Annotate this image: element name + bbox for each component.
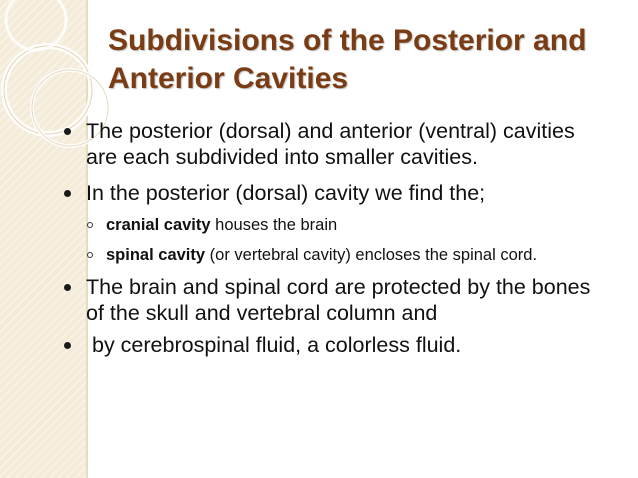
- bullet-icon: [64, 284, 71, 291]
- sub-bullet-icon: [87, 252, 93, 258]
- sub-bullet-term: spinal cavity: [106, 246, 206, 264]
- bullet-text: by cerebrospinal fluid, a colorless fluid.: [92, 333, 462, 357]
- sub-bullet-term: cranial cavity: [106, 216, 211, 234]
- bullet-item: [62, 332, 607, 358]
- bullet-item: [62, 274, 607, 326]
- sub-bullet-text: houses the brain: [210, 216, 338, 234]
- bullet-item: [62, 180, 607, 206]
- sub-bullet-icon: [87, 222, 93, 228]
- sub-bullet-text: (or vertebral cavity) encloses the spinal cord.: [205, 246, 538, 264]
- bullet-item: [62, 118, 607, 170]
- sub-bullet-item: [62, 244, 607, 266]
- bullet-text: In the posterior (dorsal) cavity we find the;: [86, 181, 486, 205]
- sub-bullet-item: [62, 214, 607, 236]
- bullet-text: The posterior (dorsal) and anterior (ventral) cavities are each subdivided into smaller cavities.: [86, 119, 575, 169]
- slide-content: [62, 118, 607, 358]
- bullet-icon: [64, 128, 71, 135]
- bullet-icon: [64, 190, 71, 197]
- bullet-text: The brain and spinal cord are protected by the bones of the skull and vertebral column and: [86, 275, 591, 325]
- slide-title: Subdivisions of the Posterior and Anterior Cavities: [108, 24, 587, 95]
- bullet-icon: [64, 342, 71, 349]
